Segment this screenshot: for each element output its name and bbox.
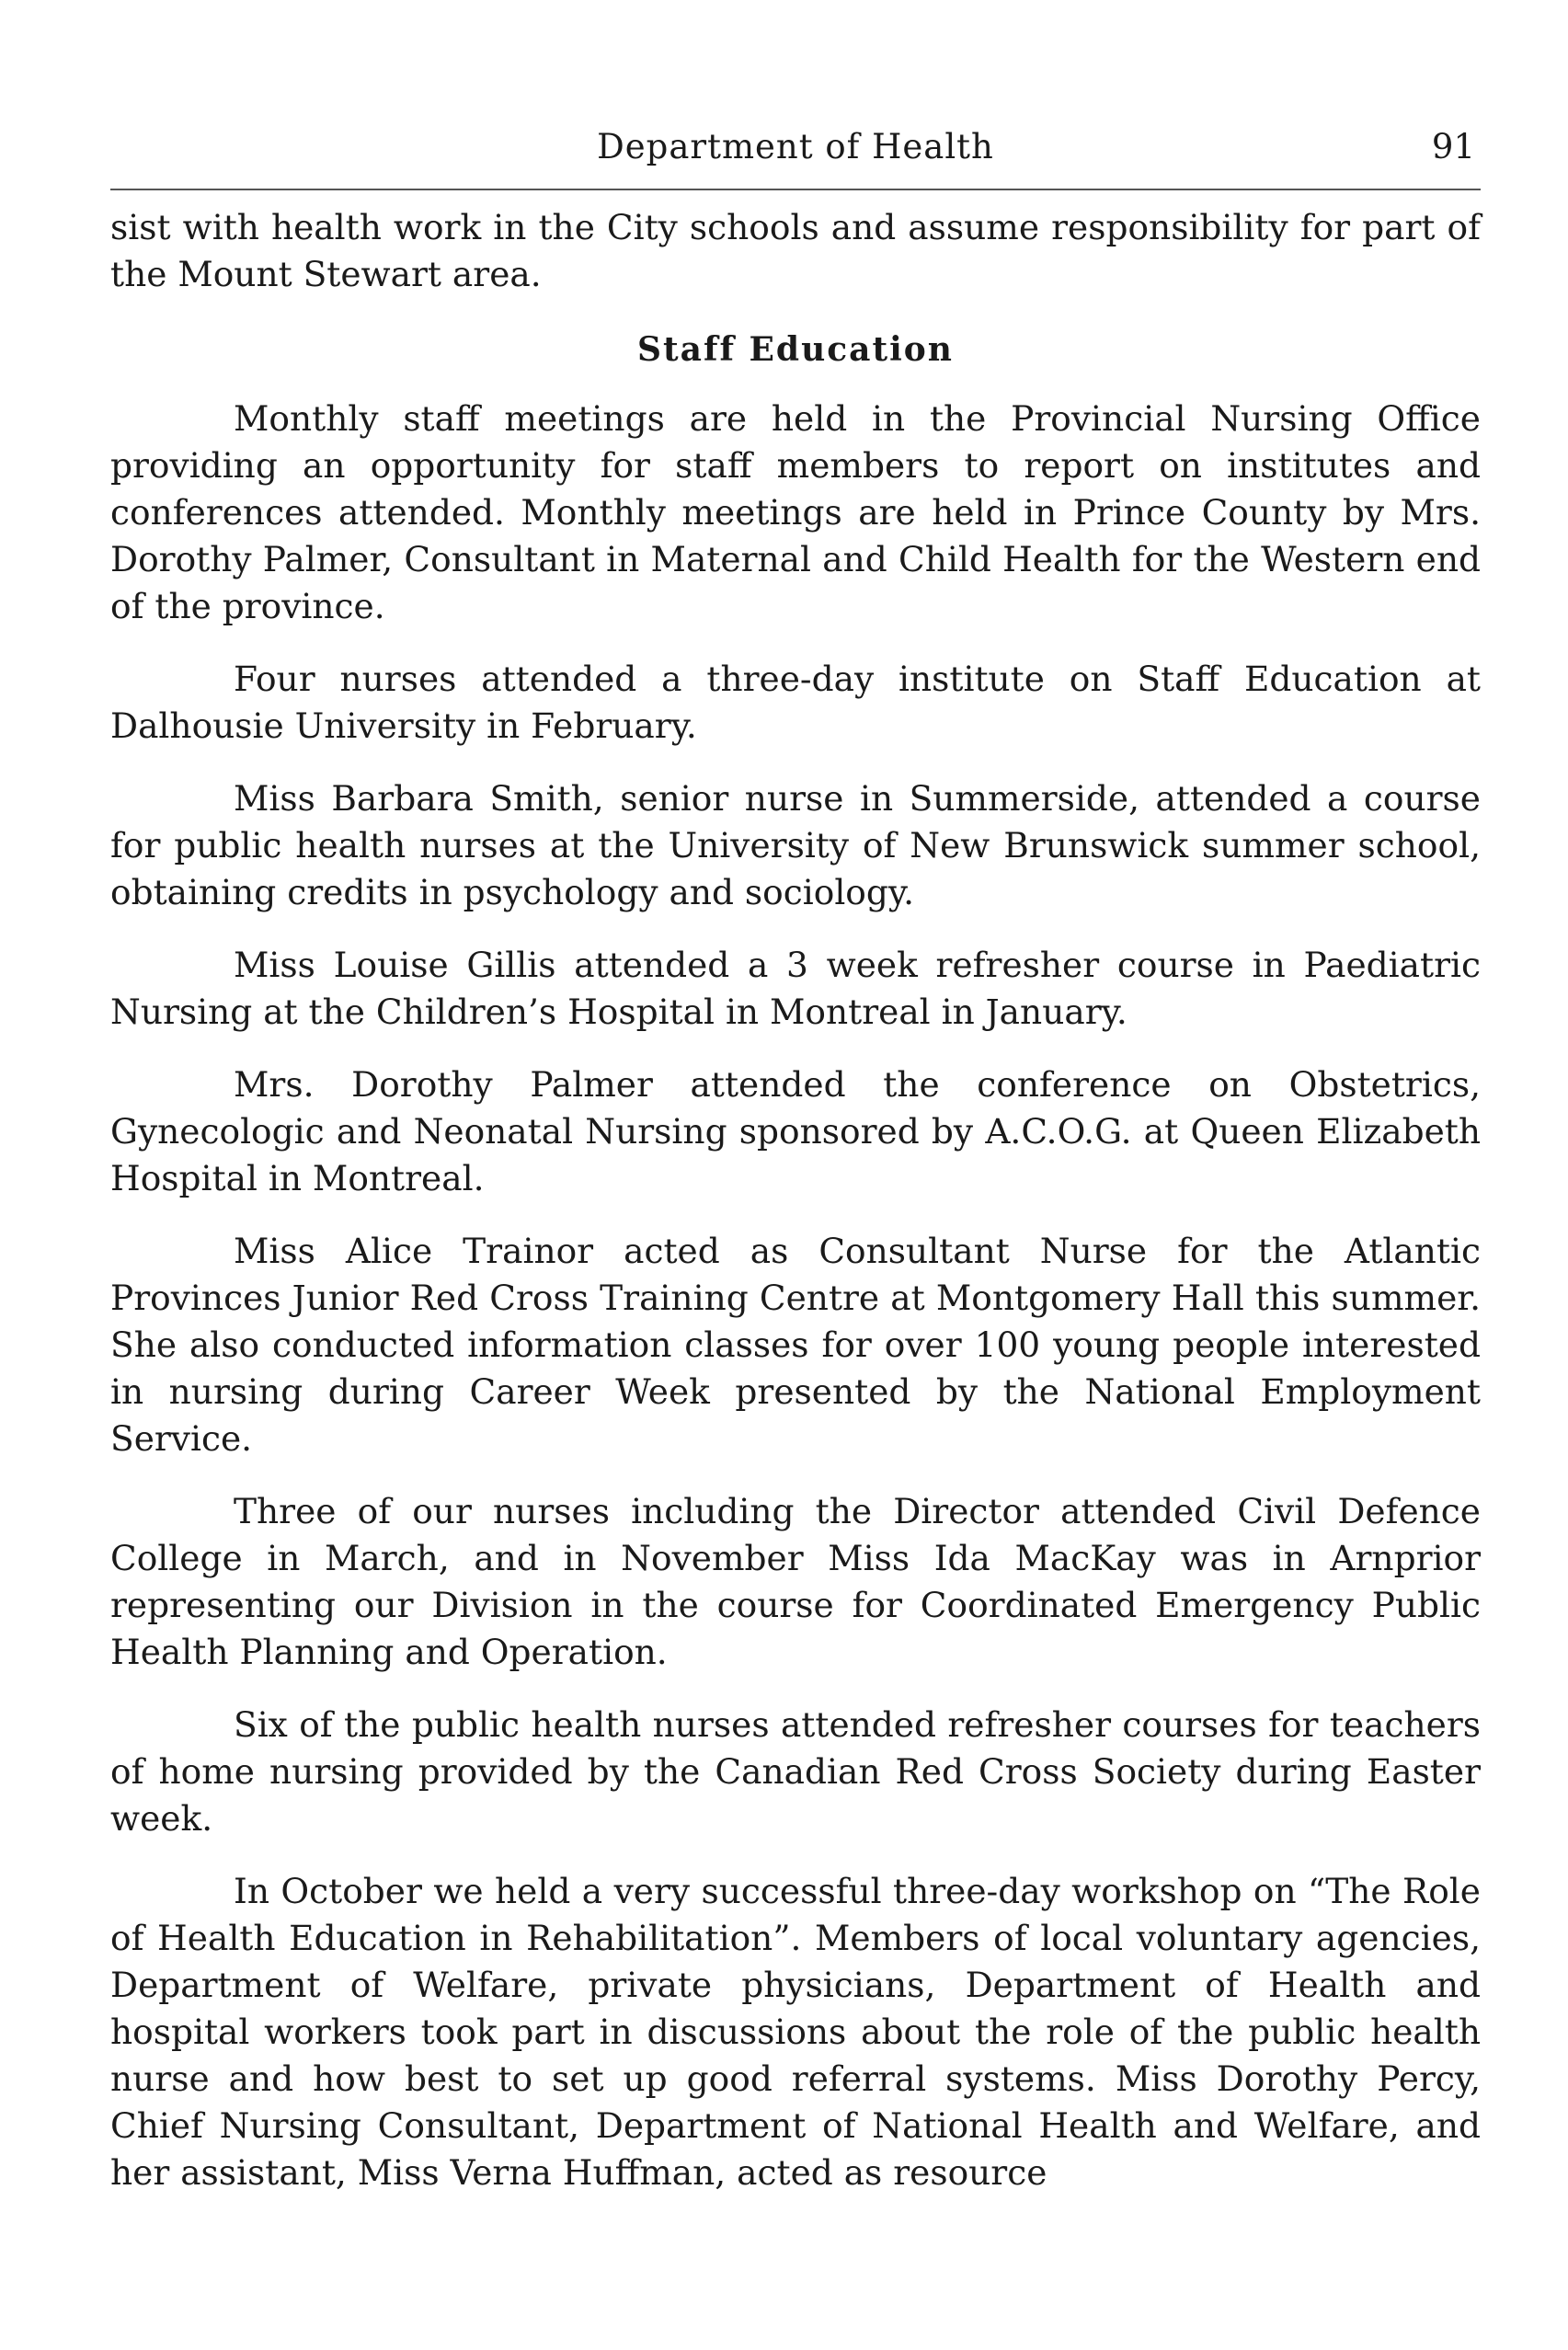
continuation-paragraph: sist with health work in the City schools and assume responsibility for part of the Mount Stewart area. xyxy=(110,207,1481,294)
paragraph-dorothy-palmer: Mrs. Dorothy Palmer attended the conference on Obstetrics, Gynecologic and Neonatal Nursing sponsored by A.C.O.G. at Queen Elizabeth Hospital in Montreal. xyxy=(110,1064,1481,1198)
page-number: 91 xyxy=(1431,127,1475,166)
running-title: Department of Health xyxy=(597,127,994,166)
document-page xyxy=(110,0,1481,2350)
paragraph-civil-defence: Three of our nurses including the Director attended Civil Defence College in March, and in November Miss Ida MacKay was in Arnprior representing our Division in the course for Coordinated Emergency Public Health Planning and Operation. xyxy=(110,1491,1481,1672)
paragraph-red-cross-courses: Six of the public health nurses attended refresher courses for teachers of home nursing provided by the Canadian Red Cross Society during Easter week. xyxy=(110,1704,1481,1839)
paragraph-october-workshop: In October we held a very successful three-day workshop on “The Role of Health Education in Rehabilitation”. Members of local voluntary agencies, Department of Welfare, private physicians, Department of Health and hospital workers took part in discussions about the role of the public health nurse and how best to set up good referral systems. Miss Dorothy Percy, Chief Nursing Consultant, Department of National Health and Welfare, and her assistant, Miss Verna Huffman, acted as resource xyxy=(110,1871,1481,2193)
header-rule xyxy=(110,189,1481,190)
paragraph-louise-gillis: Miss Louise Gillis attended a 3 week refresher course in Paediatric Nursing at the Children’s Hospital in Montreal in January. xyxy=(110,945,1481,1032)
body-text xyxy=(110,204,1481,2222)
paragraph-staff-meetings: Monthly staff meetings are held in the Provincial Nursing Office providing an opportunity for staff members to report on institutes and conferences attended. Monthly meetings are held in Prince County by Mrs. Dorothy Palmer, Consultant in Maternal and Child Health for the Western end of the province. xyxy=(110,398,1481,626)
section-heading: Staff Education xyxy=(637,330,954,369)
paragraph-barbara-smith: Miss Barbara Smith, senior nurse in Summerside, attended a course for public health nurses at the University of New Brunswick summer school, obtaining credits in psychology and sociology. xyxy=(110,778,1481,912)
paragraph-alice-trainor: Miss Alice Trainor acted as Consultant Nurse for the Atlantic Provinces Junior Red Cross Training Centre at Montgomery Hall this summer. She also conducted information classes for over 100 young people interested in nursing during Career Week presented by the National Employment Service. xyxy=(110,1231,1481,1459)
running-header xyxy=(110,127,1481,182)
paragraph-dalhousie-institute: Four nurses attended a three-day institute on Staff Education at Dalhousie University in February. xyxy=(110,659,1481,746)
